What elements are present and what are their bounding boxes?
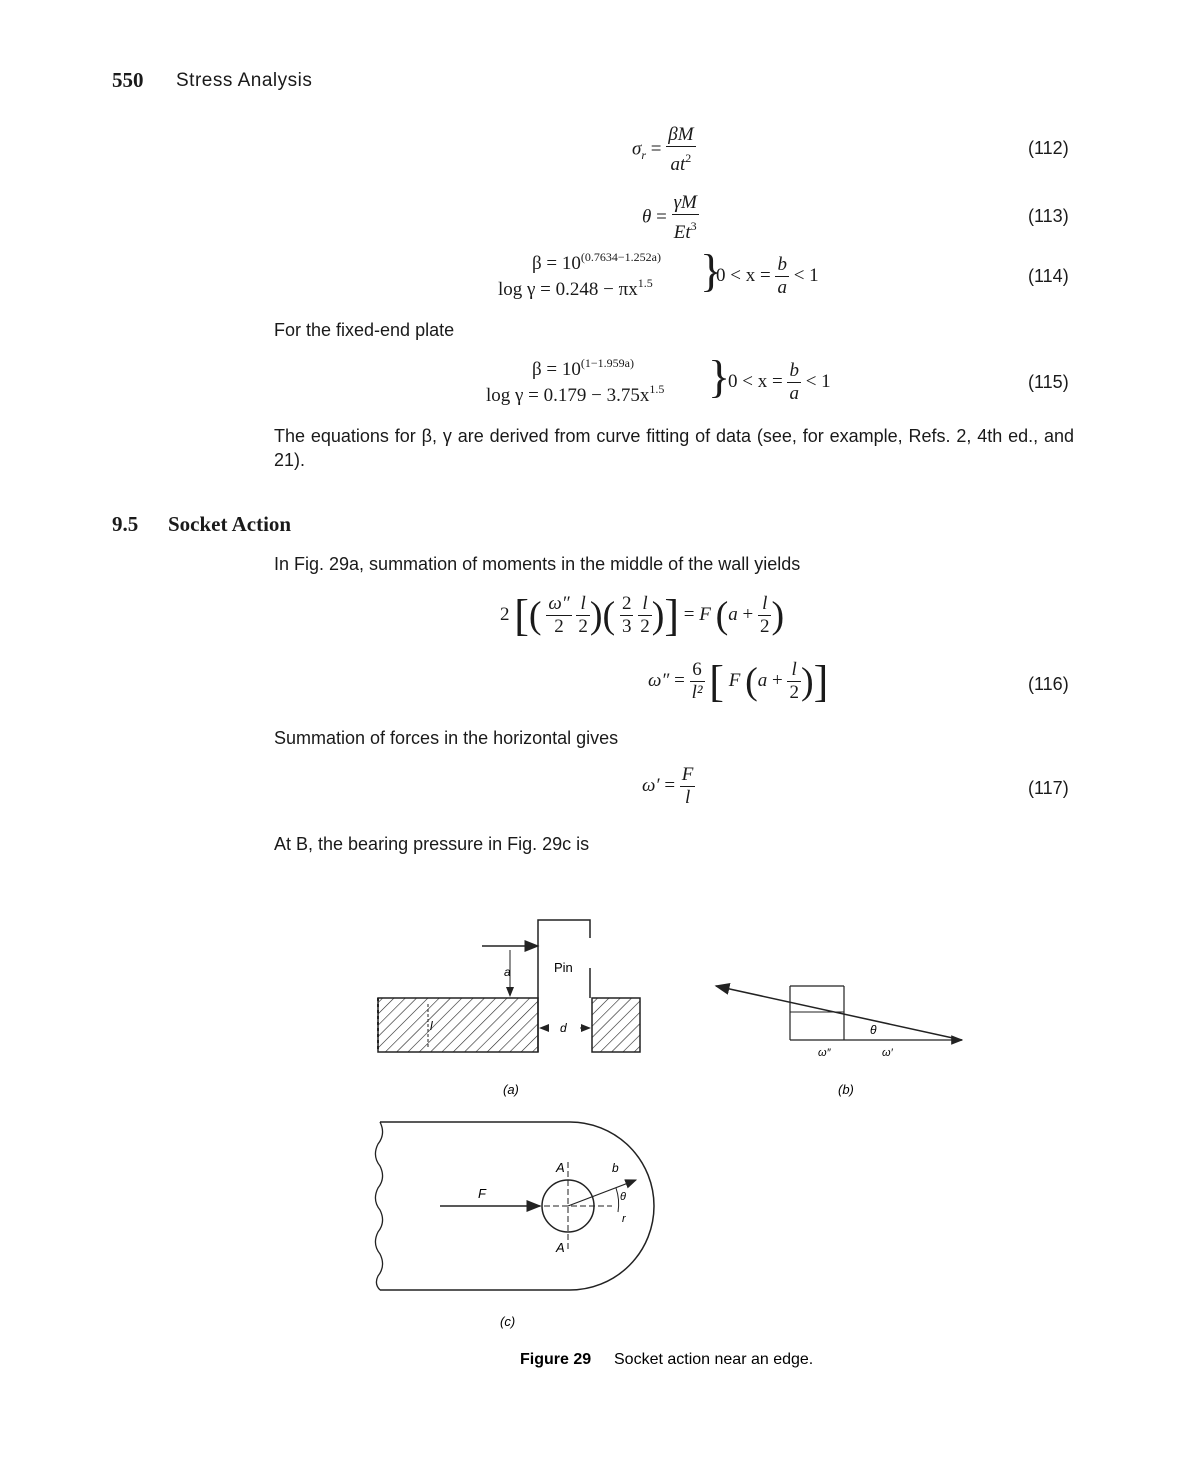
eq117-num: F	[681, 764, 694, 785]
eq112-number: (112)	[1028, 138, 1069, 158]
figure-caption-label: Figure 29	[520, 1351, 592, 1368]
section-A-bottom: A	[556, 1240, 565, 1255]
eq117-number: (117)	[1028, 778, 1069, 798]
angle-theta-c: θ	[620, 1191, 626, 1203]
eq115-range-num: b	[789, 360, 799, 381]
eq116-top-rhs: F	[699, 603, 711, 625]
eq114-range-start: 0 < x =	[716, 264, 776, 286]
eq117-lhs: ω′	[642, 774, 660, 796]
eq114-line1-sup: (0.7634−1.252a)	[580, 250, 661, 264]
eq115-line2: log γ = 0.179 − 3.75x	[486, 385, 650, 406]
plate-right-hatched	[592, 998, 640, 1052]
eq113-den-sup: 3	[690, 219, 697, 233]
section-title: Socket Action	[168, 512, 292, 536]
eq115-range-end: < 1	[800, 370, 831, 392]
dim-d-label: d	[560, 1021, 567, 1035]
subfig-b-label: (b)	[838, 1082, 854, 1097]
plate-left-hatched	[378, 998, 538, 1052]
pressure-line	[716, 986, 962, 1040]
eq113-den: Et	[673, 222, 691, 243]
force-F-label: F	[478, 1186, 486, 1201]
page-number: 550	[112, 68, 144, 92]
equation-112: $\sigma_r$ = $\frac{\beta M}{at^2}$	[632, 124, 694, 175]
theta-label: θ	[870, 1023, 877, 1037]
eq112-den-sup: 2	[685, 151, 692, 165]
radius-b-label: b	[612, 1161, 619, 1175]
eq116-rhs: F	[728, 669, 741, 691]
radius-r-label: r	[622, 1213, 626, 1225]
eq116-top-lhs: 2	[500, 603, 510, 625]
omega-pp-label: ω″	[818, 1047, 831, 1059]
eq114-line2-sup: 1.5	[637, 276, 653, 290]
subfig-a-label: (a)	[503, 1082, 519, 1097]
eq114-range-end: < 1	[788, 264, 819, 286]
eq114-line2: log γ = 0.248 − πx	[498, 279, 638, 300]
text-fig29a-intro: In Fig. 29a, summation of moments in the middle of the wall yields	[274, 554, 801, 574]
equation-116-top: 2 [( $\frac{\omega''}{2}$ $\frac{l}{2}$ )( $\frac{2}{3}$ $\frac{l}{2}$ )] = F (a + $\frac{l}{2}$ )	[500, 591, 785, 640]
eq117-den: l	[684, 787, 691, 808]
text-horizontal: Summation of forces in the horizontal gives	[274, 728, 619, 748]
eq116-number: (116)	[1028, 674, 1069, 694]
text-fixed-end: For the fixed-end plate	[274, 320, 455, 340]
eq112-lhs: σ	[632, 138, 642, 160]
figure-29a	[378, 920, 640, 1052]
eq116-lhs: ω″	[648, 669, 670, 691]
eq113-num: γM	[673, 192, 697, 213]
eq115-number: (115)	[1028, 372, 1069, 392]
eq115-range-start: 0 < x =	[728, 370, 788, 392]
eq116-num: 6	[690, 659, 705, 682]
pin-label: Pin	[554, 960, 573, 975]
eq112-lhs-sub: r	[641, 148, 647, 163]
subfig-c-label: (c)	[500, 1314, 516, 1329]
eq116-den: l²	[691, 682, 703, 703]
text-derived: The equations for β, γ are derived from curve fitting of data (see, for example, Refs. 2, 4th ed., and 21).	[274, 426, 1074, 470]
eq114-number: (114)	[1028, 266, 1069, 286]
text-bearing: At B, the bearing pressure in Fig. 29c is	[274, 834, 590, 854]
eq115-line1: β = 10	[532, 359, 581, 380]
dim-a-label: a	[504, 965, 511, 979]
dim-l-label: l	[430, 1019, 433, 1033]
equation-116: ω″ = $\frac{6}{\text{l²}}$ [ F (a + $\frac{l}{2}$ )]	[648, 657, 829, 706]
equation-113: θ = $\frac{\gamma M}{Et^3}$	[642, 192, 697, 243]
running-title: Stress Analysis	[176, 70, 313, 91]
figure-caption-text: Socket action near an edge.	[614, 1351, 814, 1368]
section-A-top: A	[556, 1160, 565, 1175]
eq114-line1: β = 10	[532, 253, 581, 274]
eq114-range-num: b	[777, 254, 787, 275]
eq114-brace: }	[700, 245, 723, 296]
eq112-num: βM	[668, 124, 694, 145]
omega-p-label: ω′	[882, 1047, 893, 1059]
equation-117: ω′ = $\frac{F}{l}$	[642, 764, 694, 808]
section-number: 9.5	[112, 512, 139, 536]
eq115-line2-sup: 1.5	[649, 382, 665, 396]
eq114-range-den: a	[777, 277, 787, 298]
eq113-number: (113)	[1028, 206, 1069, 226]
eq115-brace: }	[708, 351, 731, 402]
eq113-lhs: θ	[642, 206, 652, 228]
figure-29b	[716, 986, 962, 1059]
eq112-den: at	[670, 154, 686, 175]
eq115-line1-sup: (1−1.959a)	[580, 356, 634, 370]
eq115-range-den: a	[789, 383, 799, 404]
figure-29c	[375, 1122, 654, 1290]
